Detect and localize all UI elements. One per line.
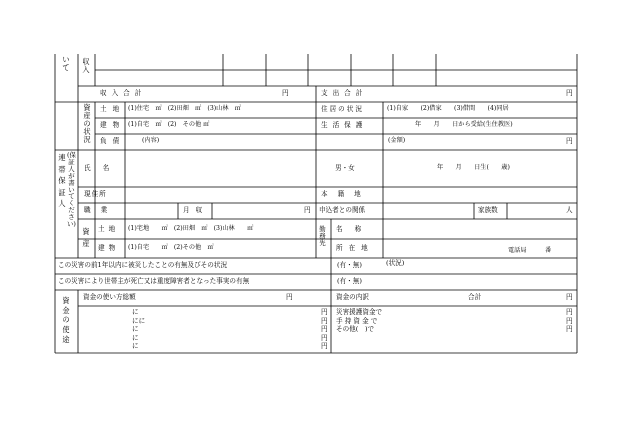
funds-breakdown-label: 資金の内訳 — [336, 293, 369, 301]
guarantor-relation-label: 申込者との関係 — [319, 206, 366, 214]
funds-usage-lines: に にに に に に — [132, 308, 146, 351]
funds-usage-total-label: 資金の使い方総額 — [83, 293, 136, 301]
section-side-label-income-tail: いて — [62, 55, 70, 73]
income-label: 収入 — [82, 57, 90, 75]
guarantor-assets-side-label: 資産 — [82, 227, 90, 249]
prior-disaster-answer: (有・無) — [337, 261, 362, 269]
assets-land-options: (1)住宅 ㎡ (2)田畑 ㎡ (3)山林 ㎡ — [128, 105, 241, 112]
guarantor-instruction: (保証人が書いてください) — [67, 151, 76, 229]
guarantor-name-label: 氏名 — [84, 164, 122, 172]
guarantor-gender: 男・女 — [335, 164, 355, 172]
guarantor-income-label: 月収 — [183, 206, 209, 214]
guarantor-land-options: (1)宅地 ㎡ (2)田畑 ㎡ (3)山林 ㎡ — [128, 225, 254, 232]
assets-building-options: (1)自宅 ㎡ (2) その他 ㎡ — [128, 121, 210, 128]
guarantor-side-label: 連帯保証人 — [58, 153, 66, 209]
prior-disaster-question: この災害の前1年以内に被災したことの有無及びその状況 — [58, 261, 228, 269]
welfare-start-date: 年 月 日から受給(生住教医) — [415, 121, 513, 128]
guarantor-birthdate: 年 月 日生( 歳) — [437, 164, 510, 171]
guarantor-land-label: 土地 — [98, 225, 120, 233]
guarantor-income-yen: 円 — [304, 206, 311, 214]
workplace-phone-label: 電話局 番 — [508, 247, 552, 254]
funds-side-label: 資金の使途 — [62, 296, 70, 344]
funds-breakdown-total-label: 合計 — [468, 293, 482, 301]
funds-breakdown-yens: 円 円 円 — [566, 308, 573, 334]
guarantor-family-label: 家族数 — [478, 206, 498, 214]
guarantor-building-label: 建物 — [98, 244, 120, 252]
workplace-name-label: 名称 — [336, 225, 374, 233]
assets-debt-yen: 円 — [566, 137, 573, 145]
housing-status-label: 住居の状況 — [321, 105, 364, 113]
expense-total-label: 支出合計 — [321, 89, 368, 97]
prior-disaster-situation: (状況) — [386, 259, 405, 267]
assets-debt-amount: (金額) — [388, 137, 406, 144]
head-death-question: この災害により世帯主が死亡又は重度障害者となった事実の有無 — [58, 277, 250, 285]
assets-debt-label: 負債 — [100, 137, 126, 145]
funds-usage-yens: 円 円 円 円 円 — [321, 308, 328, 351]
funds-usage-total-yen: 円 — [286, 293, 293, 301]
welfare-label: 生活保護 — [321, 121, 368, 129]
guarantor-building-options: (1)自宅 ㎡ (2)その他 ㎡ — [128, 244, 214, 251]
assets-side-label: 資産の状況 — [83, 103, 91, 145]
funds-breakdown-lines: 災害援護資金で 手 持 資 金 で その他( )で — [336, 308, 383, 334]
guarantor-domicile-label: 本籍地 — [321, 190, 371, 198]
income-total-label: 収入合計 — [100, 89, 147, 97]
expense-total-yen: 円 — [566, 89, 573, 97]
guarantor-family-unit: 人 — [566, 206, 573, 214]
assets-building-label: 建物 — [100, 121, 126, 129]
funds-breakdown-total-yen: 円 — [566, 293, 573, 301]
guarantor-address-label: 現住所 — [84, 190, 107, 198]
income-total-yen: 円 — [282, 89, 289, 97]
assets-debt-content: (内容) — [142, 137, 160, 144]
workplace-side-label: 勤務先 — [319, 225, 326, 248]
head-death-answer: (有・無) — [337, 277, 362, 285]
workplace-address-label: 所在地 — [336, 244, 374, 252]
housing-status-options: (1)自家 (2)借家 (3)借間 (4)同居 — [387, 105, 509, 112]
guarantor-job-label: 職業 — [84, 206, 118, 214]
assets-land-label: 土地 — [100, 105, 126, 113]
